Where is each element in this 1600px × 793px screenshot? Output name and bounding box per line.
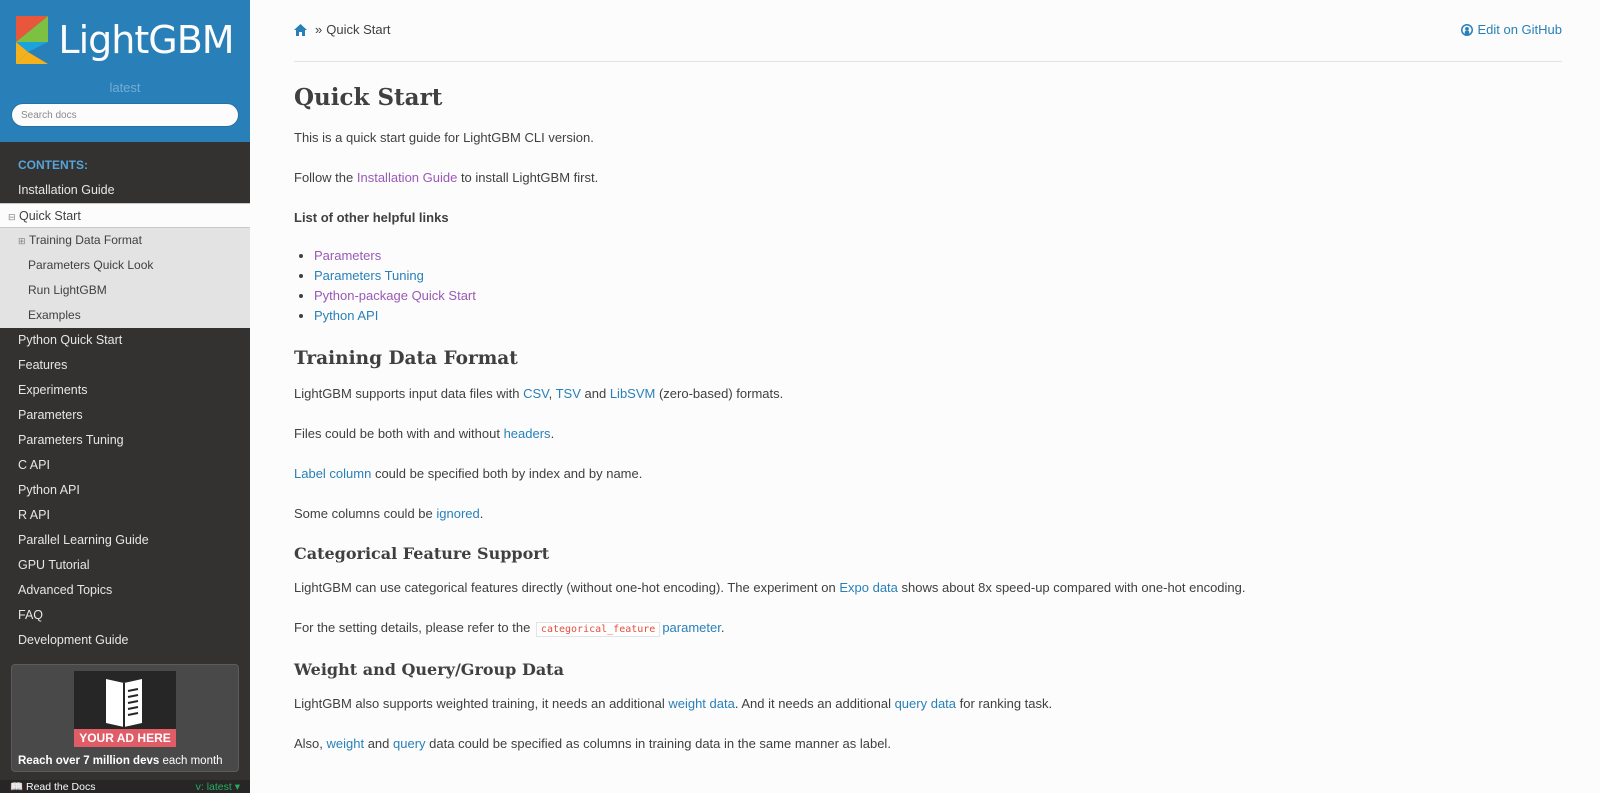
sidebar-item-installation-guide[interactable]: Installation Guide (18, 183, 115, 197)
installation-guide-link[interactable]: Installation Guide (356, 170, 458, 185)
text: , (548, 386, 556, 401)
edit-on-github-label: Edit on GitHub (1477, 22, 1562, 37)
sidebar-subnav (0, 228, 250, 328)
sidebar-item-features[interactable]: Features (18, 358, 68, 372)
logo-text: LightGBM (58, 18, 234, 62)
headers-paragraph (294, 424, 1562, 444)
text: Some columns could be (294, 506, 437, 521)
section-training-data-format: Training Data Format (294, 348, 518, 369)
text: LightGBM can use categorical features directly (without one-hot encoding). The experiment on (294, 580, 840, 595)
breadcrumb-current: Quick Start (326, 22, 391, 37)
ad-text-rest: each month (159, 755, 223, 767)
categorical-paragraph (294, 578, 1562, 598)
sidebar-item-parameters[interactable]: Parameters (18, 408, 83, 422)
version-label: latest (109, 80, 141, 95)
sidebar-subitem-parameters-quick-look[interactable]: Parameters Quick Look (28, 258, 154, 272)
parameters-link[interactable]: Parameters (314, 248, 382, 263)
ad-text[interactable] (18, 755, 223, 767)
links-heading: List of other helpful links (294, 210, 449, 225)
book-small-icon: 📖 (10, 781, 26, 793)
sidebar-item-python-api[interactable]: Python API (18, 483, 80, 497)
nav-caption: CONTENTS: (18, 158, 88, 172)
text: data could be specified as columns in training data in the same manner as label. (425, 736, 891, 751)
book-icon (102, 673, 146, 727)
text: . (550, 426, 555, 441)
sidebar-item-experiments[interactable]: Experiments (18, 383, 88, 397)
sidebar-item-advanced-topics[interactable]: Advanced Topics (18, 583, 113, 597)
sidebar-item-label: Training Data Format (29, 233, 142, 247)
expand-icon[interactable]: ⊞ (18, 236, 26, 246)
expo-data-link[interactable]: Expo data (839, 580, 898, 595)
label-column-link[interactable]: Label column (294, 466, 372, 481)
weight-link[interactable]: weight (326, 736, 365, 751)
edit-on-github-link[interactable] (1461, 22, 1562, 37)
collapse-icon[interactable]: ⊟ (8, 212, 16, 222)
text: and (580, 386, 610, 401)
sidebar-item-parameters-tuning[interactable]: Parameters Tuning (18, 433, 124, 447)
rtd-version-selector[interactable]: v: latest ▾ (195, 780, 240, 793)
nav-list-top (0, 178, 250, 203)
ad-image[interactable] (74, 671, 176, 747)
label-column-paragraph (294, 464, 1562, 484)
sidebar-subitem-training-data-format[interactable] (0, 228, 250, 253)
sidebar-item-gpu-tutorial[interactable]: GPU Tutorial (18, 558, 90, 572)
weight-query-columns-paragraph (294, 734, 1562, 754)
text: For the setting details, please refer to the (294, 620, 534, 635)
sidebar-subitem-run-lightgbm[interactable]: Run LightGBM (28, 283, 107, 297)
sidebar (0, 0, 250, 793)
rtd-label: Read the Docs (26, 781, 96, 793)
ad-box[interactable] (11, 664, 239, 772)
python-api-link[interactable]: Python API (314, 308, 379, 323)
main-content (250, 0, 1600, 793)
setting-details-paragraph (294, 618, 1562, 640)
weighted-training-paragraph (294, 694, 1562, 714)
text: shows about 8x speed-up compared with one-hot encoding. (897, 580, 1246, 595)
ad-banner: YOUR AD HERE (74, 729, 176, 747)
sidebar-item-parallel-learning-guide[interactable]: Parallel Learning Guide (18, 533, 149, 547)
lightgbm-logo-icon (16, 16, 48, 64)
nav-list-bottom (0, 328, 250, 653)
sidebar-item-label: Quick Start (19, 209, 81, 223)
text: (zero-based) formats. (655, 386, 784, 401)
text: . And it needs an additional (734, 696, 895, 711)
ignored-link[interactable]: ignored (436, 506, 480, 521)
text: Files could be both with and without (294, 426, 504, 441)
libsvm-link[interactable]: LibSVM (609, 386, 656, 401)
github-icon (1461, 24, 1473, 36)
list-item (314, 286, 1562, 306)
query-data-link[interactable]: query data (894, 696, 957, 711)
text: to install LightGBM first. (457, 170, 599, 185)
home-logo-link[interactable] (0, 14, 250, 66)
text: Also, (294, 736, 327, 751)
tsv-link[interactable]: TSV (555, 386, 581, 401)
weight-data-link[interactable]: weight data (668, 696, 735, 711)
rtd-label-wrap (10, 780, 95, 793)
breadcrumb (294, 0, 1562, 62)
parameter-link[interactable]: parameter (662, 620, 721, 635)
sidebar-item-quick-start[interactable] (0, 203, 250, 228)
headers-link[interactable]: headers (503, 426, 551, 441)
formats-paragraph (294, 384, 1562, 404)
search-input[interactable] (11, 103, 239, 127)
home-icon[interactable] (294, 24, 307, 36)
list-item (314, 246, 1562, 266)
query-link[interactable]: query (393, 736, 426, 751)
python-package-quick-start-link[interactable]: Python-package Quick Start (314, 288, 476, 303)
section-categorical-feature-support: Categorical Feature Support (294, 544, 550, 563)
text: for ranking task. (956, 696, 1053, 711)
page-title: Quick Start (294, 84, 443, 111)
text: and (364, 736, 394, 751)
intro-paragraph: This is a quick start guide for LightGBM CLI version. (294, 130, 594, 145)
categorical-feature-code: categorical_feature (536, 622, 660, 637)
text: Follow the (294, 170, 357, 185)
sidebar-header (0, 0, 250, 142)
ignored-paragraph (294, 504, 1562, 524)
text: LightGBM also supports weighted training, it needs an additional (294, 696, 669, 711)
text: . (720, 620, 725, 635)
sidebar-item-python-quick-start[interactable]: Python Quick Start (18, 333, 123, 347)
list-item (314, 266, 1562, 286)
sidebar-item-r-api[interactable]: R API (18, 508, 50, 522)
text: LightGBM supports input data files with (294, 386, 524, 401)
section-weight-query-group-data: Weight and Query/Group Data (294, 660, 564, 679)
sidebar-subitem-examples[interactable]: Examples (28, 308, 81, 322)
csv-link[interactable]: CSV (523, 386, 549, 401)
follow-paragraph (294, 168, 1562, 188)
helpful-links-list (314, 246, 1562, 326)
sidebar-item-development-guide[interactable]: Development Guide (18, 633, 129, 647)
parameters-tuning-link[interactable]: Parameters Tuning (314, 268, 424, 283)
breadcrumb-separator: » (315, 22, 323, 37)
ad-text-bold: Reach over 7 million devs (18, 755, 160, 767)
rtd-version-bar[interactable] (0, 780, 250, 793)
document (294, 0, 1562, 774)
sidebar-item-c-api[interactable]: C API (18, 458, 50, 472)
list-item (314, 306, 1562, 326)
sidebar-item-faq[interactable]: FAQ (18, 608, 44, 622)
text: . (479, 506, 484, 521)
search-form (0, 96, 250, 127)
text: could be specified both by index and by name. (371, 466, 643, 481)
